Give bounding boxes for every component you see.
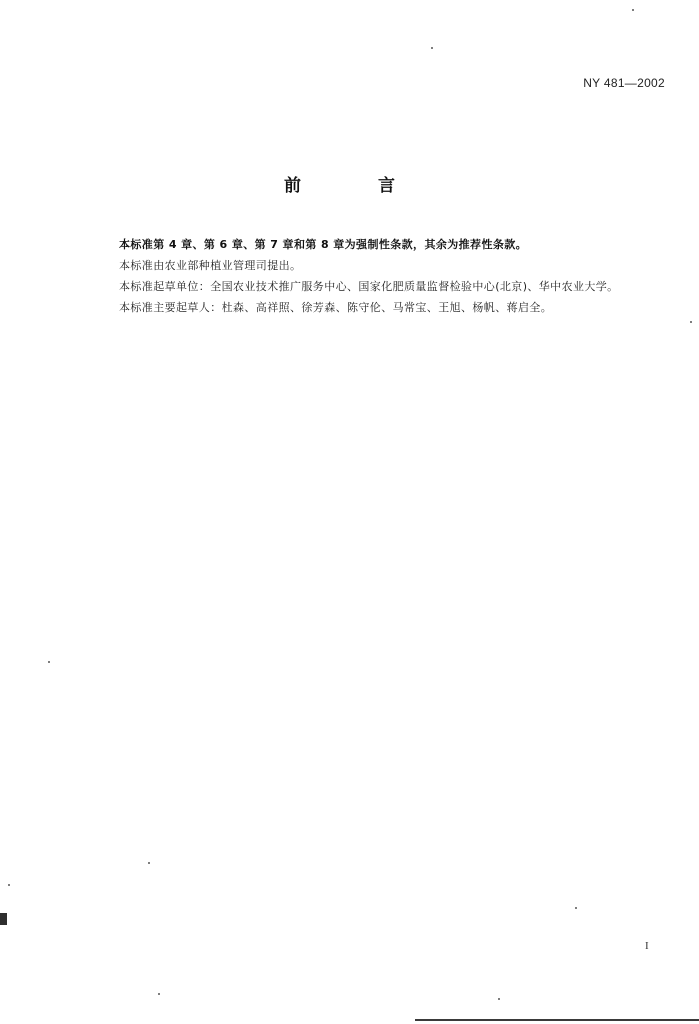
scan-speck — [148, 862, 150, 864]
scan-speck — [158, 993, 160, 995]
standard-number: NY 481—2002 — [583, 76, 665, 90]
scan-speck — [431, 47, 433, 49]
foreword-body — [119, 234, 679, 318]
scan-speck — [8, 884, 10, 886]
scan-speck — [632, 9, 634, 11]
scan-speck — [690, 321, 692, 323]
scan-speck — [48, 661, 50, 663]
paragraph-proposer: 本标准由农业部种植业管理司提出。 — [119, 259, 302, 272]
page-number: I — [645, 940, 649, 952]
paragraph-mandatory-clauses: 本标准第 4 章、第 6 章、第 7 章和第 8 章为强制性条款，其余为推荐性条款。 — [119, 238, 528, 251]
scan-edge-mark — [0, 913, 7, 925]
page-title: 前 言 — [284, 176, 425, 196]
scan-speck — [498, 998, 500, 1000]
paragraph-drafting-units: 本标准起草单位：全国农业技术推广服务中心、国家化肥质量监督检验中心(北京)、华中农业大学。 — [119, 280, 619, 293]
bottom-edge-line — [415, 1019, 699, 1021]
scan-speck — [575, 907, 577, 909]
paragraph-drafters: 本标准主要起草人：杜森、高祥照、徐芳森、陈守伦、马常宝、王旭、杨帆、蒋启全。 — [119, 301, 553, 314]
